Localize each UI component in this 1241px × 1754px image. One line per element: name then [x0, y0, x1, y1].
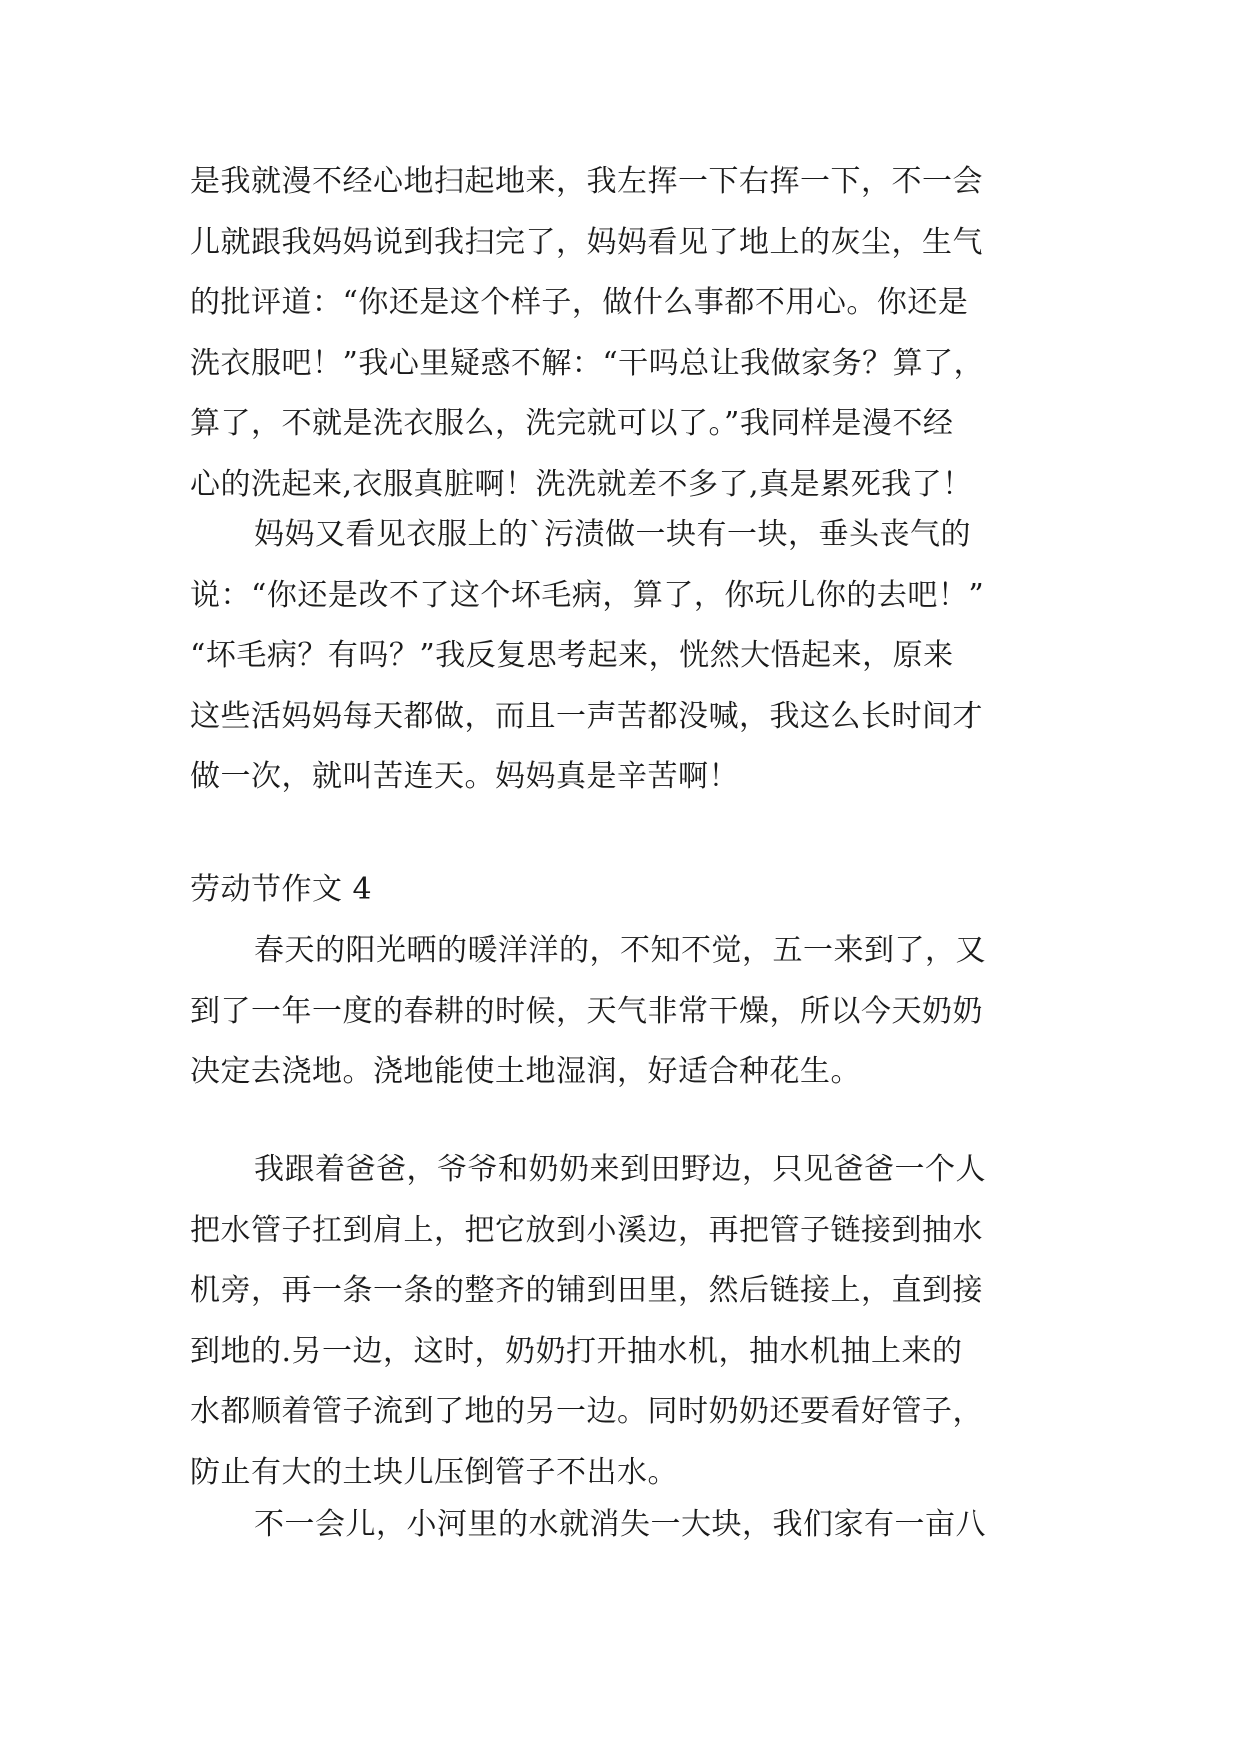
paragraph-line: 算了，不就是洗衣服么，洗完就可以了。”我同样是漫不经 — [190, 406, 954, 441]
paragraph-line: 决定去浇地。浇地能使土地湿润，好适合种花生。 — [190, 1054, 861, 1089]
paragraph-line: 儿就跟我妈妈说到我扫完了，妈妈看见了地上的灰尘，生气 — [190, 224, 983, 260]
paragraph-1 — [190, 152, 1060, 515]
paragraph-5 — [190, 1495, 1060, 1556]
paragraph-line: 把水管子扛到肩上，把它放到小溪边，再把管子链接到抽水 — [190, 1212, 983, 1248]
paragraph-line: 到地的.另一边，这时，奶奶打开抽水机，抽水机抽上来的 — [190, 1333, 963, 1369]
paragraph-line: 这些活妈妈每天都做，而且一声苦都没喊，我这么长时间才 — [190, 698, 983, 734]
paragraph-line: 的批评道：“你还是这个样子，做什么事都不用心。你还是 — [190, 285, 969, 320]
paragraph-line: 不一会儿，小河里的水就消失一大块，我们家有一亩八 — [254, 1507, 986, 1542]
paragraph-line: 到了一年一度的春耕的时候，天气非常干燥，所以今天奶奶 — [190, 993, 983, 1029]
paragraph-3 — [190, 921, 1060, 1103]
paragraph-line: 我跟着爸爸，爷爷和奶奶来到田野边，只见爸爸一个人 — [254, 1152, 986, 1187]
paragraph-line: 水都顺着管子流到了地的另一边。同时奶奶还要看好管子， — [190, 1394, 983, 1429]
paragraph-line: 春天的阳光晒的暖洋洋的，不知不觉，五一来到了，又 — [254, 933, 986, 968]
paragraph-line: 妈妈又看见衣服上的`污渍做一块有一块，垂头丧气的 — [254, 517, 971, 552]
paragraph-line: 心的洗起来,衣服真脏啊！洗洗就差不多了,真是累死我了！ — [190, 466, 973, 502]
paragraph-line: 洗衣服吧！”我心里疑惑不解：“干吗总让我做家务？算了， — [190, 345, 985, 381]
paragraph-4 — [190, 1140, 1060, 1503]
paragraph-line: 是我就漫不经心地扫起地来，我左挥一下右挥一下，不一会 — [190, 164, 983, 199]
paragraph-line: 防止有大的土块儿压倒管子不出水。 — [190, 1454, 678, 1490]
section-heading — [190, 860, 1060, 921]
paragraph-line: 做一次，就叫苦连天。妈妈真是辛苦啊！ — [190, 759, 739, 794]
paragraph-line: “坏毛病？有吗？”我反复思考起来，恍然大悟起来，原来 — [190, 638, 954, 673]
heading-text: 劳动节作文 4 — [190, 872, 373, 907]
paragraph-line: 机旁，再一条一条的整齐的铺到田里，然后链接上，直到接 — [190, 1273, 983, 1308]
paragraph-2 — [190, 505, 1060, 808]
paragraph-line: 说：“你还是改不了这个坏毛病，算了，你玩儿你的去吧！” — [190, 577, 985, 613]
